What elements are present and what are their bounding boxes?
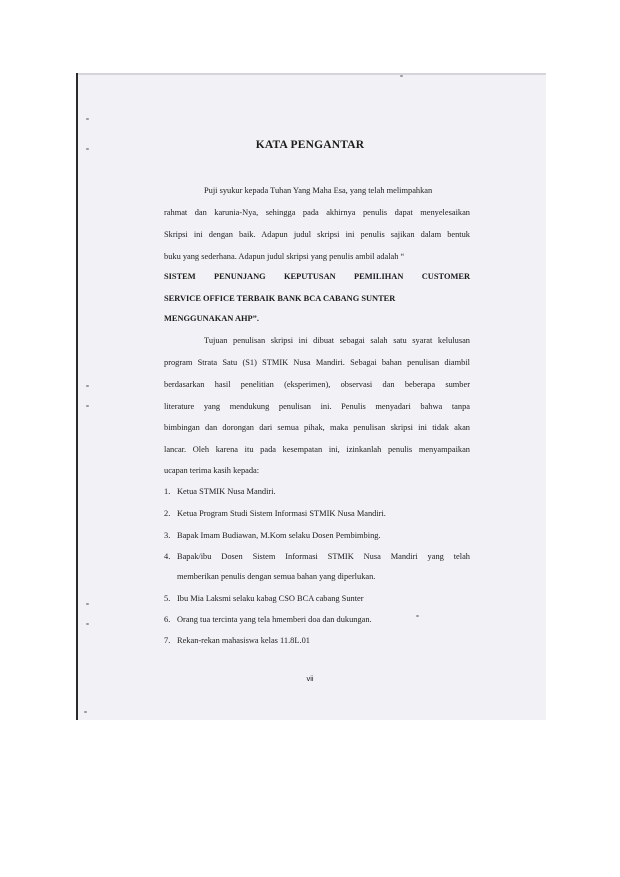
list-item xyxy=(164,530,470,541)
scan-top-edge xyxy=(78,73,546,75)
scan-speck xyxy=(400,75,403,77)
list-item-text: Bapak/ibu Dosen Sistem Informasi STMIK Nusa Mandiri yang telah xyxy=(177,552,470,561)
list-item xyxy=(164,593,470,604)
list-item-text: Bapak Imam Budiawan, M.Kom selaku Dosen Pembimbing. xyxy=(177,531,381,540)
paragraph-line: rahmat dan karunia-Nya, sehingga pada akhirnya penulis dapat menyelesaikan xyxy=(164,208,470,217)
paragraph-line: Tujuan penulisan skripsi ini dibuat sebagai salah satu syarat kelulusan xyxy=(204,336,470,345)
list-item xyxy=(164,508,470,519)
scan-speck xyxy=(86,623,89,625)
paragraph-line: buku yang sederhana. Adapun judul skripsi yang penulis ambil adalah “ xyxy=(164,252,405,261)
paragraph-line: literature yang mendukung penulisan ini. Penulis menyadari bahwa tanpa xyxy=(164,402,470,411)
list-item-number: 6. xyxy=(164,615,171,624)
list-item-text: Rekan-rekan mahasiswa kelas 11.8L.01 xyxy=(177,636,310,645)
paragraph-line: ucapan terima kasih kepada: xyxy=(164,466,260,475)
thesis-title-line: SISTEM PENUNJANG KEPUTUSAN PEMILIHAN CUSTOMER xyxy=(164,272,470,281)
page-title: KATA PENGANTAR xyxy=(255,139,365,151)
paragraph-line: bimbingan dan dorongan dari semua pihak, maka penulisan skripsi ini tidak akan xyxy=(164,423,470,432)
scan-speck xyxy=(86,603,89,605)
list-item-number: 7. xyxy=(164,636,171,645)
list-item-text: Orang tua tercinta yang tela hmemberi doa dan dukungan. xyxy=(177,615,372,624)
paragraph-line: Puji syukur kepada Tuhan Yang Maha Esa, yang telah melimpahkan xyxy=(204,186,433,195)
list-item xyxy=(164,486,470,497)
list-item-text: Ketua STMIK Nusa Mandiri. xyxy=(177,487,276,496)
list-item-text: Ketua Program Studi Sistem Informasi STMIK Nusa Mandiri. xyxy=(177,509,386,518)
paragraph-line: berdasarkan hasil penelitian (eksperimen), observasi dan beberapa sumber xyxy=(164,380,470,389)
page-number: vii xyxy=(306,674,314,683)
scan-speck xyxy=(86,118,89,120)
list-item xyxy=(164,635,470,646)
list-item-number: 3. xyxy=(164,531,171,540)
scan-speck xyxy=(86,385,89,387)
list-item-continuation: memberikan penulis dengan semua bahan yang diperlukan. xyxy=(177,572,376,581)
list-item-number: 2. xyxy=(164,509,171,518)
list-item xyxy=(164,614,470,625)
thesis-title-line: SERVICE OFFICE TERBAIK BANK BCA CABANG SUNTER xyxy=(164,294,396,303)
list-item-number: 5. xyxy=(164,594,171,603)
list-item-number: 4. xyxy=(164,552,171,561)
list-item-number: 1. xyxy=(164,487,171,496)
paragraph-line: Skripsi ini dengan baik. Adapun judul skripsi ini penulis sajikan dalam bentuk xyxy=(164,230,470,239)
scan-speck xyxy=(84,711,87,713)
scan-speck xyxy=(86,405,89,407)
paragraph-line: lancar. Oleh karena itu pada kesempatan ini, izinkanlah penulis menyampaikan xyxy=(164,445,470,454)
paragraph-line: program Strata Satu (S1) STMIK Nusa Mandiri. Sebagai bahan penulisan diambil xyxy=(164,358,470,367)
thesis-title-line: MENGGUNAKAN AHP”. xyxy=(164,314,259,323)
list-item-text: Ibu Mia Laksmi selaku kabag CSO BCA cabang Sunter xyxy=(177,594,364,603)
